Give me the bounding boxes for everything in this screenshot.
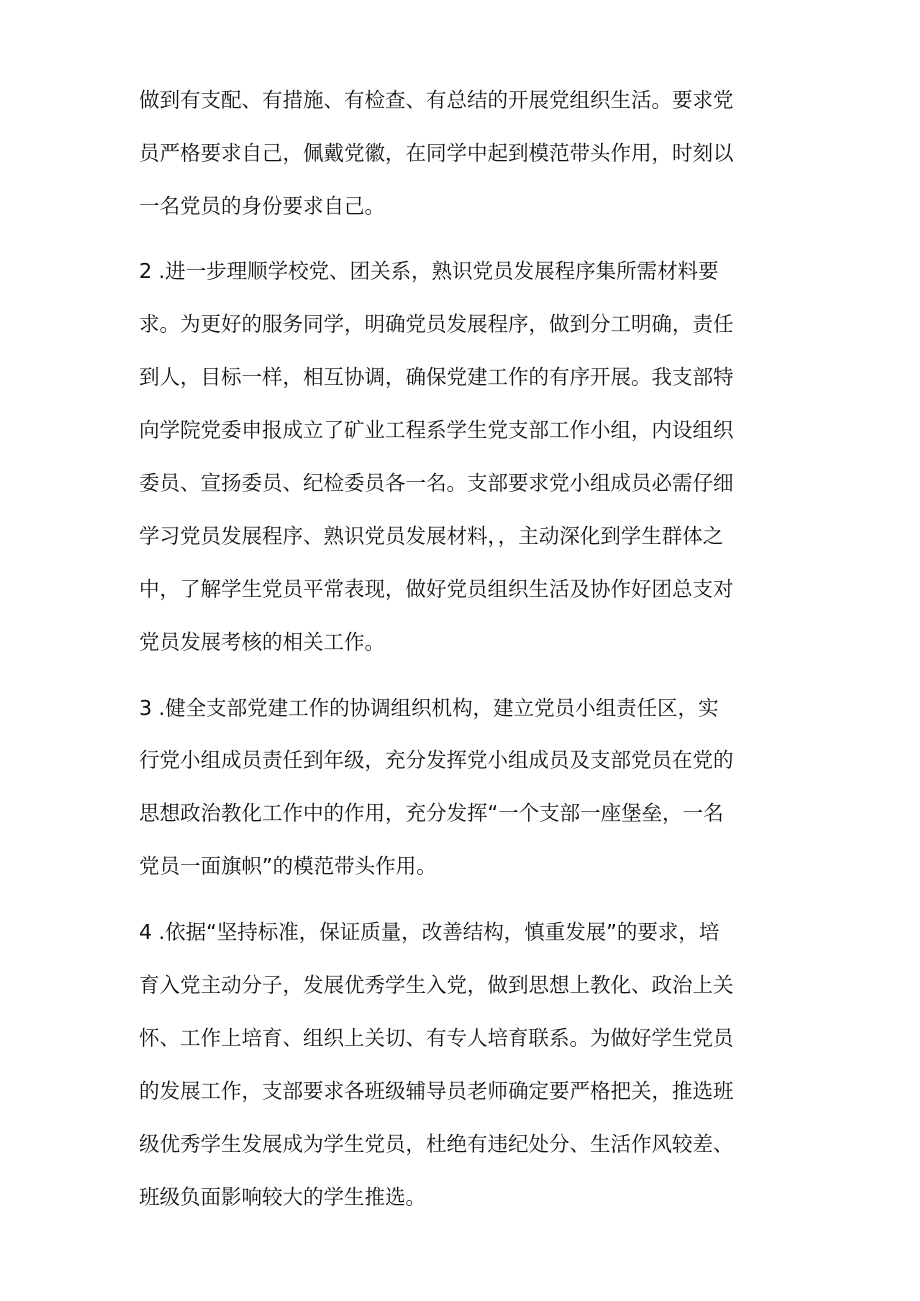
paragraph-4-line-1: 4 .依据“坚持标准，保证质量，改善结构，慎重发展”的要求，培	[139, 920, 720, 944]
paragraph-4-line-3: 怀、工作上培育、组织上关切、有专人培育联系。为做好学生党员	[139, 1026, 734, 1050]
paragraph-1-line-2: 员严格要求自己，佩戴党徽，在同学中起到模范带头作用，时刻以	[139, 141, 734, 165]
paragraph-4-line-2: 育入党主动分子，发展优秀学生入党，做到思想上教化、政治上关	[139, 973, 734, 997]
paragraph-2-line-6: 学习党员发展程序、熟识党员发展材料，，主动深化到学生群体之	[139, 524, 724, 548]
paragraph-2-line-8: 党员发展考核的相关工作。	[139, 630, 385, 654]
paragraph-3-line-2: 行党小组成员责任到年级，充分发挥党小组成员及支部党员在党的	[139, 748, 734, 772]
paragraph-4-line-6: 班级负面影响较大的学生推选。	[139, 1185, 426, 1209]
paragraph-3-line-3: 思想政治教化工作中的作用，充分发挥“一个支部一座堡垒，一名	[139, 801, 724, 825]
paragraph-2-line-3: 到人，目标一样，相互协调，确保党建工作的有序开展。我支部特	[139, 365, 734, 389]
paragraph-2-line-4: 向学院党委申报成立了矿业工程系学生党支部工作小组，内设组织	[139, 418, 734, 442]
paragraph-4-line-5: 级优秀学生发展成为学生党员，杜绝有违纪处分、生活作风较差、	[139, 1132, 734, 1156]
paragraph-3-line-4: 党员一面旗帜”的模范带头作用。	[139, 854, 437, 878]
paragraph-2-line-7: 中，了解学生党员平常表现，做好党员组织生活及协作好团总支对	[139, 577, 734, 601]
paragraph-3-line-1: 3 .健全支部党建工作的协调组织机构，建立党员小组责任区，实	[139, 696, 719, 720]
paragraph-1-line-1: 做到有支配、有措施、有检查、有总结的开展党组织生活。要求党	[139, 88, 734, 112]
paragraph-2-line-1: 2 .进一步理顺学校党、团关系，熟识党员发展程序集所需材料要	[139, 259, 719, 283]
paragraph-4-line-4: 的发展工作，支部要求各班级辅导员老师确定要严格把关，推选班	[139, 1079, 734, 1103]
paragraph-2-line-5: 委员、宣扬委员、纪检委员各一名。支部要求党小组成员必需仔细	[139, 471, 734, 495]
paragraph-2-line-2: 求。为更好的服务同学，明确党员发展程序，做到分工明确，责任	[139, 312, 734, 336]
paragraph-1-line-3: 一名党员的身份要求自己。	[139, 194, 385, 218]
